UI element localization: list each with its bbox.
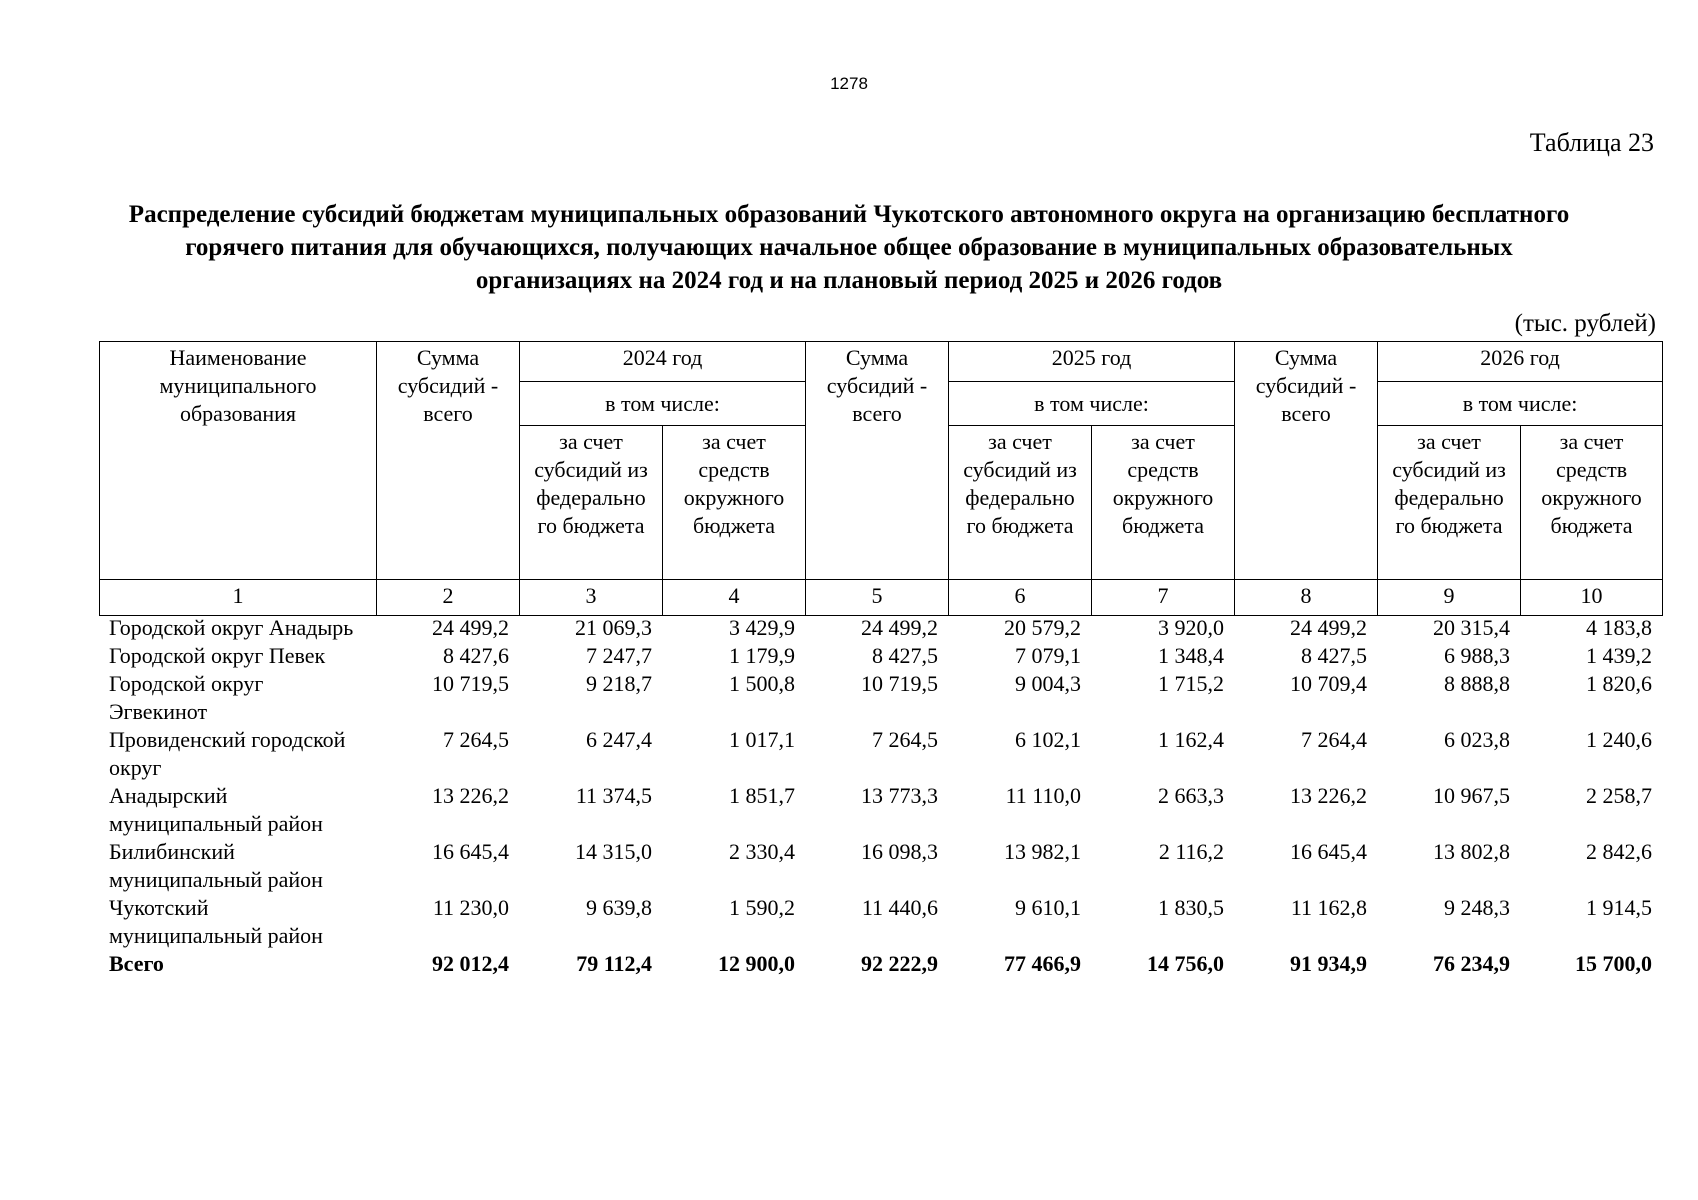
header-year-2026: 2026 год — [1378, 342, 1663, 382]
header-regional-2026: за счет средств окружного бюджета — [1521, 426, 1663, 580]
value-cell: 3 920,0 — [1158, 615, 1224, 640]
header-year-2025: 2025 год — [949, 342, 1235, 382]
value-cell: 11 440,6 — [861, 895, 938, 920]
municipality-name: Провиденский городской округ — [109, 727, 346, 780]
municipality-name: Чукотский муниципальный район — [109, 895, 323, 948]
value-cell: 9 610,1 — [1015, 895, 1081, 920]
value-cell: 91 934,9 — [1290, 951, 1367, 976]
value-cell: 6 102,1 — [1015, 727, 1081, 752]
col-number: 8 — [1235, 580, 1378, 616]
table-row — [99, 670, 1662, 726]
table-row — [99, 642, 1662, 670]
header-including-2026: в том числе: — [1378, 382, 1663, 426]
value-cell: 76 234,9 — [1433, 951, 1510, 976]
value-cell: 11 162,8 — [1290, 895, 1367, 920]
value-cell: 4 183,8 — [1586, 615, 1652, 640]
value-cell: 8 427,6 — [443, 643, 509, 668]
value-cell: 24 499,2 — [432, 615, 509, 640]
value-cell: 7 264,5 — [443, 727, 509, 752]
header-total-2025: Сумма субсидий - всего — [806, 342, 949, 580]
table-label: Таблица 23 — [1529, 128, 1654, 157]
value-cell: 1 162,4 — [1158, 727, 1224, 752]
col-number: 6 — [949, 580, 1092, 616]
value-cell: 2 663,3 — [1158, 783, 1224, 808]
value-cell: 20 579,2 — [1004, 615, 1081, 640]
value-cell: 11 230,0 — [432, 895, 509, 920]
value-cell: 6 023,8 — [1444, 727, 1510, 752]
header-total-2026: Сумма субсидий - всего — [1235, 342, 1378, 580]
total-label: Всего — [109, 951, 164, 976]
value-cell: 1 439,2 — [1586, 643, 1652, 668]
value-cell: 2 258,7 — [1586, 783, 1652, 808]
table-row — [99, 726, 1662, 782]
value-cell: 1 590,2 — [729, 895, 795, 920]
col-number: 9 — [1378, 580, 1521, 616]
value-cell: 1 830,5 — [1158, 895, 1224, 920]
value-cell: 20 315,4 — [1433, 615, 1510, 640]
value-cell: 16 645,4 — [432, 839, 509, 864]
col-number: 3 — [520, 580, 663, 616]
value-cell: 13 773,3 — [861, 783, 938, 808]
value-cell: 7 247,7 — [586, 643, 652, 668]
header-year-2024: 2024 год — [520, 342, 806, 382]
value-cell: 8 427,5 — [872, 643, 938, 668]
value-cell: 13 802,8 — [1433, 839, 1510, 864]
value-cell: 13 226,2 — [1290, 783, 1367, 808]
table-header — [99, 341, 1663, 616]
value-cell: 9 639,8 — [586, 895, 652, 920]
value-cell: 11 110,0 — [1005, 783, 1081, 808]
header-federal-2026: за счет субсидий из федерально го бюджета — [1378, 426, 1521, 580]
page-number: 1278 — [830, 74, 868, 93]
col-number: 1 — [100, 580, 377, 616]
value-cell: 15 700,0 — [1575, 951, 1652, 976]
value-cell: 10 709,4 — [1290, 671, 1367, 696]
value-cell: 2 116,2 — [1158, 839, 1224, 864]
value-cell: 3 429,9 — [729, 615, 795, 640]
municipality-name: Городской округ Эгвекинот — [109, 671, 264, 724]
col-number: 10 — [1521, 580, 1663, 616]
table-row — [99, 782, 1662, 838]
header-name: Наименование муниципального образования — [100, 342, 377, 580]
header-federal-2025: за счет субсидий из федерально го бюджета — [949, 426, 1092, 580]
header-federal-2024: за счет субсидий из федерально го бюджета — [520, 426, 663, 580]
value-cell: 14 315,0 — [575, 839, 652, 864]
value-cell: 1 500,8 — [729, 671, 795, 696]
municipality-name: Городской округ Анадырь — [109, 615, 354, 640]
table-row — [99, 614, 1662, 642]
col-number: 2 — [377, 580, 520, 616]
value-cell: 1 715,2 — [1158, 671, 1224, 696]
value-cell: 10 719,5 — [432, 671, 509, 696]
value-cell: 21 069,3 — [575, 615, 652, 640]
value-cell: 24 499,2 — [1290, 615, 1367, 640]
municipality-name: Анадырский муниципальный район — [109, 783, 323, 836]
value-cell: 6 247,4 — [586, 727, 652, 752]
header-including-2024: в том числе: — [520, 382, 806, 426]
value-cell: 11 374,5 — [575, 783, 652, 808]
value-cell: 1 017,1 — [729, 727, 795, 752]
header-regional-2024: за счет средств окружного бюджета — [663, 426, 806, 580]
value-cell: 1 348,4 — [1158, 643, 1224, 668]
value-cell: 8 427,5 — [1301, 643, 1367, 668]
value-cell: 92 222,9 — [861, 951, 938, 976]
value-cell: 13 982,1 — [1004, 839, 1081, 864]
value-cell: 24 499,2 — [861, 615, 938, 640]
value-cell: 79 112,4 — [576, 951, 652, 976]
value-cell: 9 248,3 — [1444, 895, 1510, 920]
value-cell: 7 079,1 — [1015, 643, 1081, 668]
value-cell: 6 988,3 — [1444, 643, 1510, 668]
table-body — [99, 614, 1662, 978]
municipality-name: Билибинский муниципальный район — [109, 839, 323, 892]
value-cell: 13 226,2 — [432, 783, 509, 808]
col-number: 5 — [806, 580, 949, 616]
value-cell: 10 967,5 — [1433, 783, 1510, 808]
value-cell: 2 842,6 — [1586, 839, 1652, 864]
value-cell: 9 004,3 — [1015, 671, 1081, 696]
value-cell: 1 179,9 — [729, 643, 795, 668]
value-cell: 8 888,8 — [1444, 671, 1510, 696]
header-regional-2025: за счет средств окружного бюджета — [1092, 426, 1235, 580]
value-cell: 2 330,4 — [729, 839, 795, 864]
value-cell: 9 218,7 — [586, 671, 652, 696]
value-cell: 7 264,5 — [872, 727, 938, 752]
value-cell: 1 820,6 — [1586, 671, 1652, 696]
header-including-2025: в том числе: — [949, 382, 1235, 426]
value-cell: 16 645,4 — [1290, 839, 1367, 864]
col-number: 4 — [663, 580, 806, 616]
value-cell: 1 914,5 — [1586, 895, 1652, 920]
total-row — [99, 950, 1662, 978]
table-row — [99, 838, 1662, 894]
municipality-name: Городской округ Певек — [109, 643, 326, 668]
value-cell: 7 264,4 — [1301, 727, 1367, 752]
units-label: (тыс. рублей) — [1514, 310, 1656, 337]
header-total-2024: Сумма субсидий - всего — [377, 342, 520, 580]
value-cell: 14 756,0 — [1147, 951, 1224, 976]
value-cell: 1 851,7 — [729, 783, 795, 808]
col-number: 7 — [1092, 580, 1235, 616]
document-title: Распределение субсидий бюджетам муниципальных образований Чукотского автономного округа на организацию бесплатного горячего питания для обучающихся, получающих начальное общее образование в муниципальных образовательных организациях на 2024 год и на плановый период 2025 и 2026 годов — [128, 201, 1570, 294]
value-cell: 1 240,6 — [1586, 727, 1652, 752]
value-cell: 12 900,0 — [718, 951, 795, 976]
value-cell: 92 012,4 — [432, 951, 509, 976]
value-cell: 16 098,3 — [861, 839, 938, 864]
table-row — [99, 894, 1662, 950]
value-cell: 10 719,5 — [861, 671, 938, 696]
value-cell: 77 466,9 — [1004, 951, 1081, 976]
